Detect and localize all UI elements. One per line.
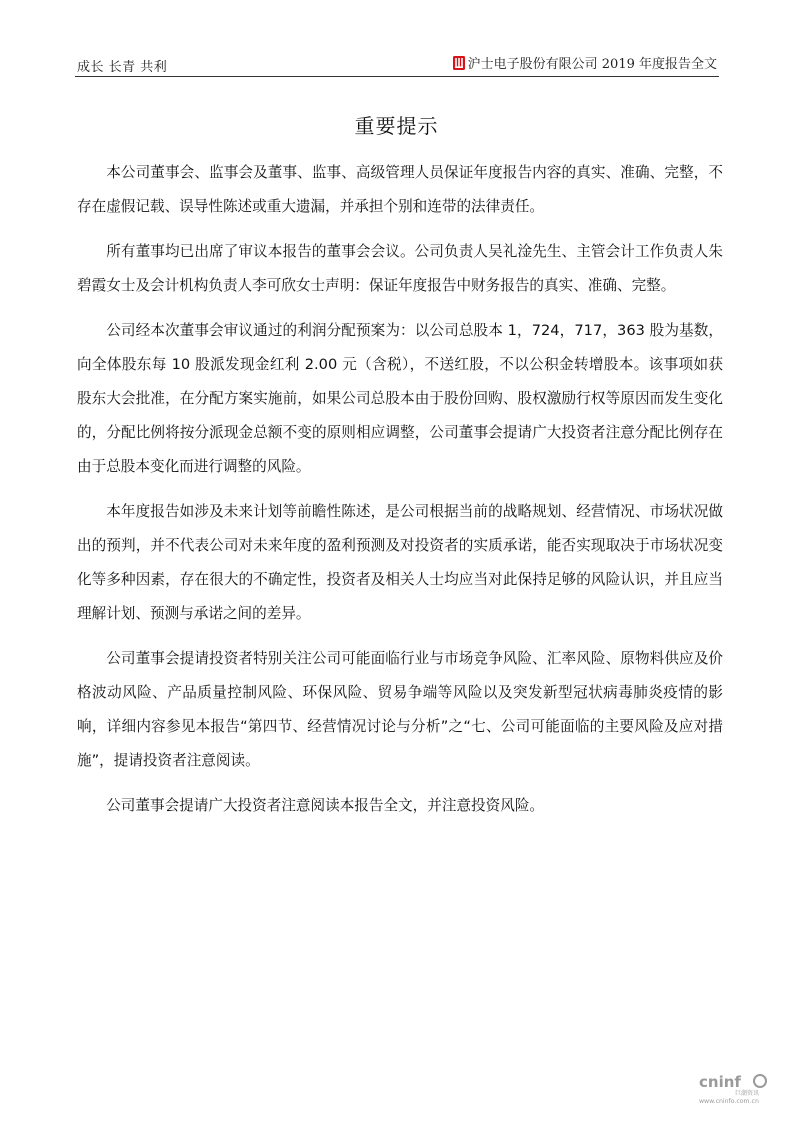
page-title: 重要提示 <box>354 114 439 138</box>
paragraph-read-full-report: 公司董事会提请广大投资者注意阅读本报告全文，并注意投资风险。 <box>106 797 545 814</box>
paragraph-risk-notice: 公司董事会提请投资者特别关注公司可能面临行业与市场竞争风险、汇率风险、原物料供应及价格波动风险、产品质量控制风险、环保风险、贸易争端等风险以及突发新型冠状病毒肺炎疫情的影响，详细内容参见本报告“第四节、经营情况讨论与分析”之“七、公司可能面临的主要风险及应对措施”，提请投资者注意阅读。 <box>77 650 723 769</box>
company-logo-icon <box>453 56 465 70</box>
header-company <box>453 53 717 72</box>
watermark-brand: cninf <box>699 1073 741 1091</box>
header-slogan: 成长 长青 共利 <box>77 60 168 75</box>
paragraph-forward-looking: 本年度报告如涉及未来计划等前瞻性陈述，是公司根据当前的战略规划、经营情况、市场状况做出的预判，并不代表公司对未来年度的盈利预测及对投资者的实质承诺，能否实现取决于市场状况变化等多种因素，存在很大的不确定性，投资者及相关人士均应当对此保持足够的风险认识，并且应当理解计划、预测与承诺之间的差异。 <box>77 503 723 622</box>
watermark-url: www.cninfo.com.cn <box>699 1098 759 1105</box>
header-divider <box>75 76 719 77</box>
paragraph-responsibility: 本公司董事会、监事会及董事、监事、高级管理人员保证年度报告内容的真实、准确、完整，不存在虚假记载、误导性陈述或重大遗漏，并承担个别和连带的法律责任。 <box>77 164 723 215</box>
cninfo-watermark <box>697 1070 769 1106</box>
paragraph-profit-distribution: 公司经本次董事会审议通过的利润分配预案为：以公司总股本 1，724，717，363 股为基数，向全体股东每 10 股派发现金红利 2.00 元（含税），不送红股，不以公积金转增股本。该事项如获股东大会批准，在分配方案实施前，如果公司总股本由于股份回购、股权激励行权等原因而发生变化的，分配比例将按分派现金总额不变的原则相应调整，公司董事会提请广大投资者注意分配比例存在由于总股本变化而进行调整的风险。 <box>77 322 723 475</box>
notice-body <box>77 156 723 834</box>
header-report-title: 沪士电子股份有限公司 2019 年度报告全文 <box>467 57 717 72</box>
watermark-swirl-icon <box>754 1075 766 1087</box>
watermark-name-cn: 巨潮资讯 <box>735 1090 760 1097</box>
paragraph-director-statement: 所有董事均已出席了审议本报告的董事会会议。公司负责人吴礼淦先生、主管会计工作负责人朱碧霞女士及会计机构负责人李可欣女士声明：保证年度报告中财务报告的真实、准确、完整。 <box>77 243 723 294</box>
